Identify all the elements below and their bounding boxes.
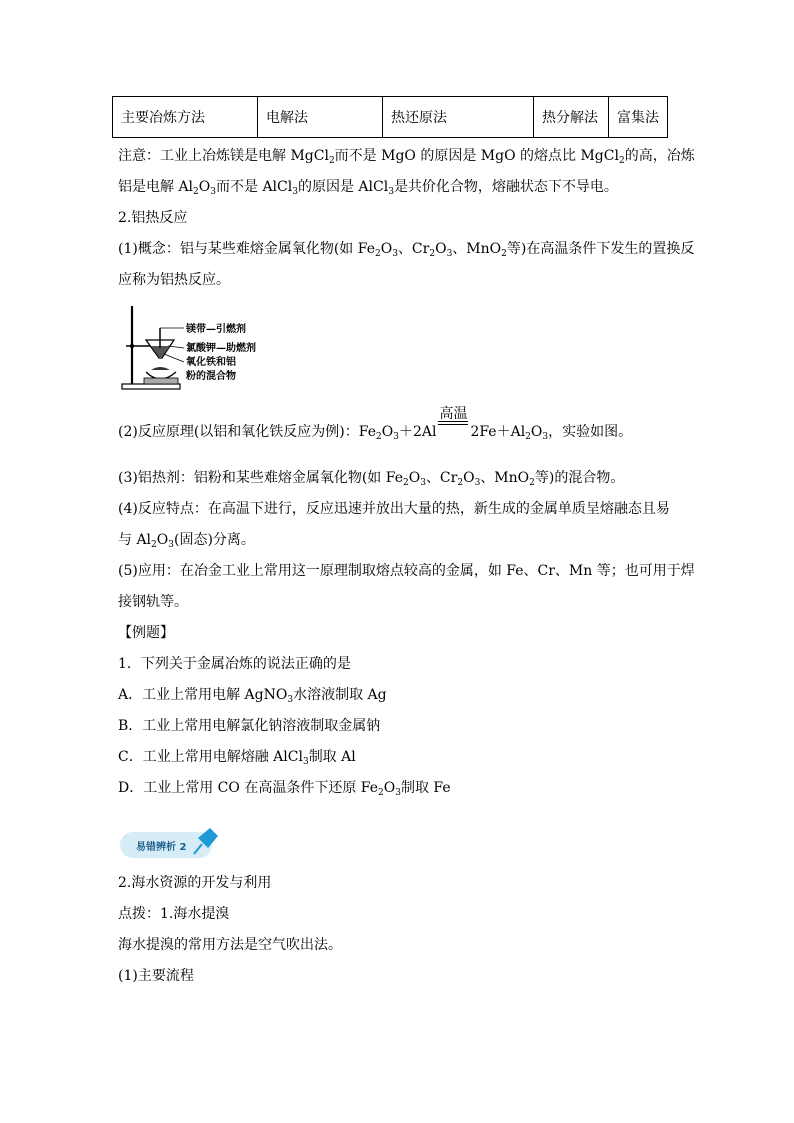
- apparatus-label: 氧化铁和铝: [186, 357, 236, 368]
- thermite-agent-line: (3)铝热剂：铝粉和某些难熔金属氧化物(如 $Fe_2O_3$、$Cr_2O_3$、MnO$_2$等)的混合物。: [118, 470, 625, 488]
- table-row: [113, 97, 668, 138]
- example-heading: 【例题】: [118, 625, 174, 641]
- concept-line-2: 应称为铝热反应。: [118, 272, 230, 288]
- option-a: A．工业上常用电解 AgNO$_3$水溶液制取 Ag: [118, 687, 387, 705]
- reaction-condition: 高温: [438, 422, 468, 442]
- smelting-methods-table: [112, 96, 668, 138]
- option-b: B．工业上常用电解氯化钠溶液制取金属钠: [118, 718, 381, 734]
- seawater-title: 2.海水资源的开发与利用: [118, 875, 272, 891]
- option-c: C．工业上常用电解熔融 AlCl$_3$制取 Al: [118, 749, 356, 767]
- feature-line-1: (4)反应特点：在高温下进行，反应迅速并放出大量的热，新生成的金属单质呈熔融态且易: [118, 501, 670, 517]
- table-cell: 热分解法: [534, 97, 609, 138]
- badge-label: 易错辨析 2: [136, 842, 187, 853]
- apparatus-label: 氯酸钾—助燃剂: [186, 343, 256, 354]
- feature-line-2: 与 $Al_2O_3$(固态)分离。: [118, 532, 255, 550]
- table-cell: 热还原法: [383, 97, 534, 138]
- apparatus-label: 镁带—引燃剂: [186, 324, 246, 335]
- tip-line: 点拨：1.海水提溴: [118, 906, 230, 922]
- table-cell: 富集法: [609, 97, 668, 138]
- apparatus-label: 粉的混合物: [186, 371, 236, 382]
- option-d: D．工业上常用 CO 在高温条件下还原 $Fe_2O_3$制取 Fe: [118, 780, 451, 798]
- question-stem: 1．下列关于金属冶炼的说法正确的是: [118, 656, 351, 672]
- error-analysis-badge: [120, 826, 220, 860]
- concept-line-1: (1)概念：铝与某些难熔金属氧化物(如 $Fe_2O_3$、$Cr_2O_3$、MnO$_2$等)在高温条件下发生的置换反: [118, 241, 695, 259]
- table-cell: 主要冶炼方法: [113, 97, 258, 138]
- note-line-2: 铝是电解 $Al_2O_3$而不是 AlCl$_3$的原因是 AlCl$_3$是共价化合物，熔融状态下不导电。: [118, 179, 618, 197]
- reaction-principle-line: (2)反应原理(以铝和氧化铁反应为例)：$Fe_2O_3+2Al$ 高温 $2Fe+Al_2O_3$，实验如图。: [118, 406, 633, 442]
- note-line-1: 注意：工业上冶炼镁是电解 MgCl$_2$而不是 MgO 的原因是 MgO 的熔点比 MgCl$_2$的高，冶炼: [118, 148, 695, 166]
- table-cell: 电解法: [258, 97, 383, 138]
- application-line-2: 接钢轨等。: [118, 594, 188, 610]
- method-line: 海水提溴的常用方法是空气吹出法。: [118, 937, 342, 953]
- thermite-apparatus-figure: [118, 302, 278, 394]
- flow-heading: (1)主要流程: [118, 968, 194, 984]
- section-title: 2.铝热反应: [118, 210, 188, 226]
- application-line-1: (5)应用：在冶金工业上常用这一原理制取熔点较高的金属，如 Fe、Cr、Mn 等；也可用于焊: [118, 563, 695, 579]
